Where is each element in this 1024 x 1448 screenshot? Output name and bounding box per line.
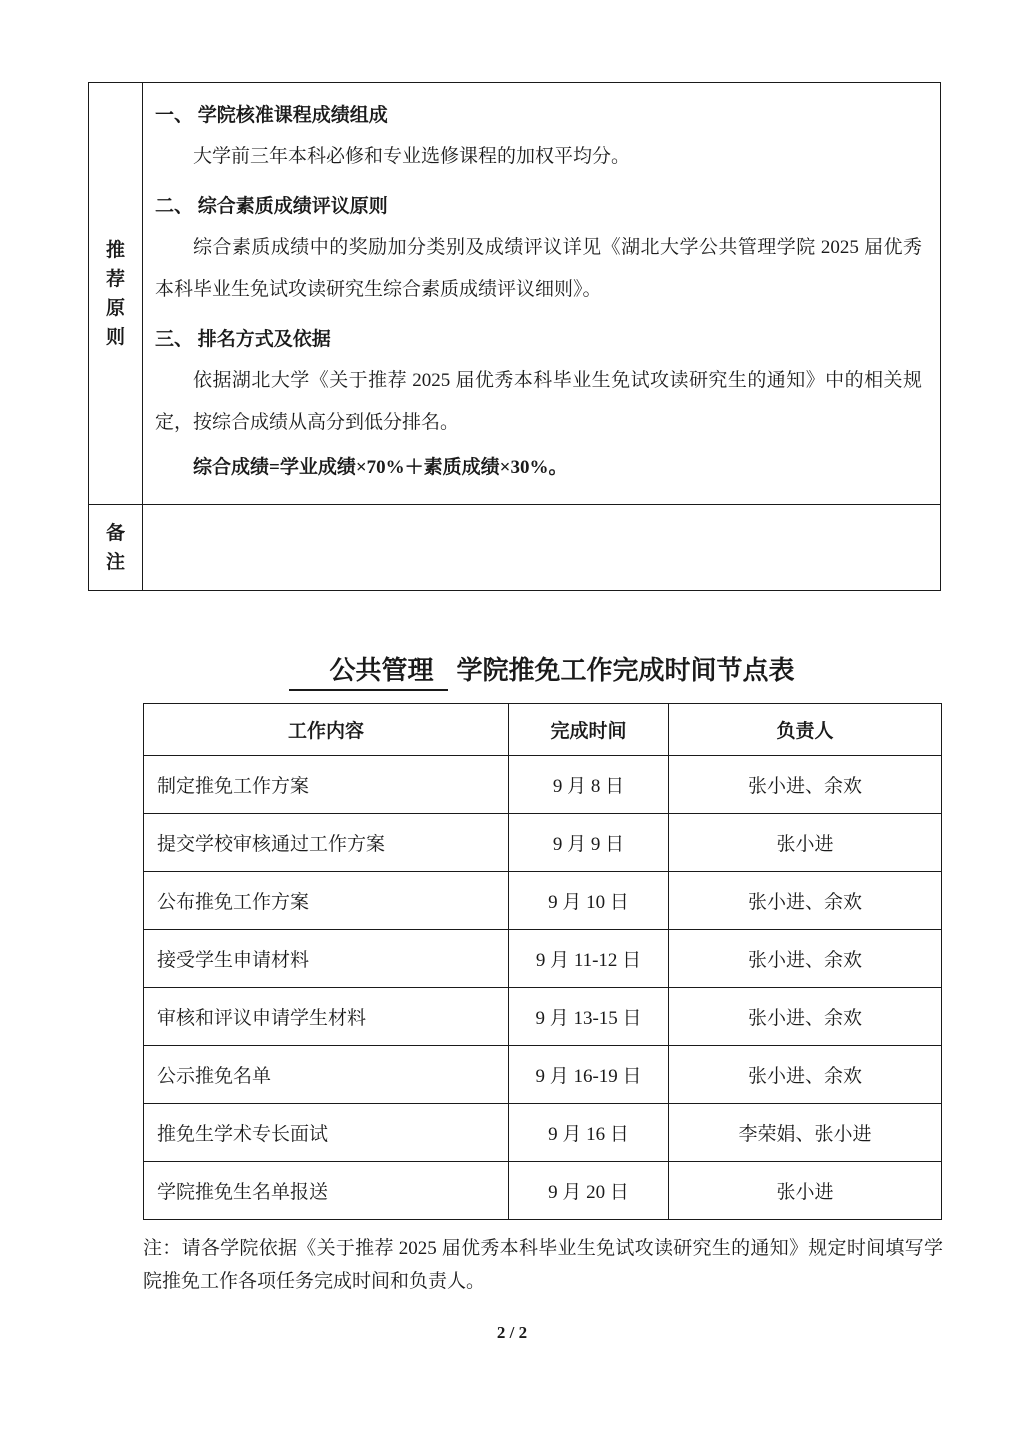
table-row [144,1046,942,1104]
completion-time: 9 月 20 日 [509,1162,669,1220]
page-number: 2 / 2 [496,1323,528,1342]
header-completion-time: 完成时间 [509,704,669,756]
responsible-person: 张小进 [669,1162,942,1220]
table-row [144,814,942,872]
section-3-heading: 三、 排名方式及依据 [155,329,331,350]
section-3-paragraph: 依据湖北大学《关于推荐 2025 届优秀本科毕业生免试攻读研究生的通知》中的相关规定，按综合成绩从高分到低分排名。 [155,370,922,433]
responsible-person: 张小进、余欢 [669,930,942,988]
principles-table [88,82,941,591]
work-content: 推免生学术专长面试 [144,1104,509,1162]
remark-row-label-cell [89,505,143,590]
work-content: 公示推免名单 [144,1046,509,1104]
schedule-title-rest: 学院推免工作完成时间节点表 [456,656,795,685]
responsible-person: 李荣娟、张小进 [669,1104,942,1162]
section-2-heading: 二、 综合素质成绩评议原则 [155,196,388,217]
schedule-table [143,703,942,1220]
responsible-person: 张小进、余欢 [669,756,942,814]
work-content: 公布推免工作方案 [144,872,509,930]
work-content: 审核和评议申请学生材料 [144,988,509,1046]
table-row [144,930,942,988]
header-responsible-person: 负责人 [669,704,942,756]
header-work-content: 工作内容 [144,704,509,756]
principles-row-label-cell [89,83,143,504]
work-content: 接受学生申请材料 [144,930,509,988]
completion-time: 9 月 16 日 [509,1104,669,1162]
section-2-paragraph: 综合素质成绩中的奖励加分类别及成绩评议详见《湖北大学公共管理学院 2025 届优秀本科毕业生免试攻读研究生综合素质成绩评议细则》。 [155,237,922,300]
completion-time: 9 月 16-19 日 [509,1046,669,1104]
table-row [144,988,942,1046]
schedule-header-row [144,704,942,756]
work-content: 学院推免生名单报送 [144,1162,509,1220]
completion-time: 9 月 13-15 日 [509,988,669,1046]
table-row [144,1162,942,1220]
principles-content-cell [143,83,940,504]
responsible-person: 张小进、余欢 [669,1046,942,1104]
schedule-title [143,652,941,691]
responsible-person: 张小进、余欢 [669,988,942,1046]
principles-row-label: 推荐原则 [105,239,125,348]
table-row [144,756,942,814]
table-row [144,1104,942,1162]
college-name-underlined: 公共管理 [289,654,447,691]
remark-row [89,505,940,590]
remark-row-label: 备注 [105,522,125,573]
composite-score-formula: 综合成绩=学业成绩×70%＋素质成绩×30%。 [193,457,568,478]
responsible-person: 张小进 [669,814,942,872]
completion-time: 9 月 9 日 [509,814,669,872]
schedule-note: 注：请各学院依据《关于推荐 2025 届优秀本科毕业生免试攻读研究生的通知》规定时间填写学院推免工作各项任务完成时间和负责人。 [143,1238,943,1292]
section-1-heading: 一、 学院核准课程成绩组成 [155,105,388,126]
completion-time: 9 月 10 日 [509,872,669,930]
section-1-paragraph: 大学前三年本科必修和专业选修课程的加权平均分。 [193,146,631,167]
principles-row [89,83,940,505]
table-row [144,872,942,930]
completion-time: 9 月 8 日 [509,756,669,814]
remark-content-cell [143,505,940,590]
responsible-person: 张小进、余欢 [669,872,942,930]
completion-time: 9 月 11-12 日 [509,930,669,988]
work-content: 提交学校审核通过工作方案 [144,814,509,872]
work-content: 制定推免工作方案 [144,756,509,814]
